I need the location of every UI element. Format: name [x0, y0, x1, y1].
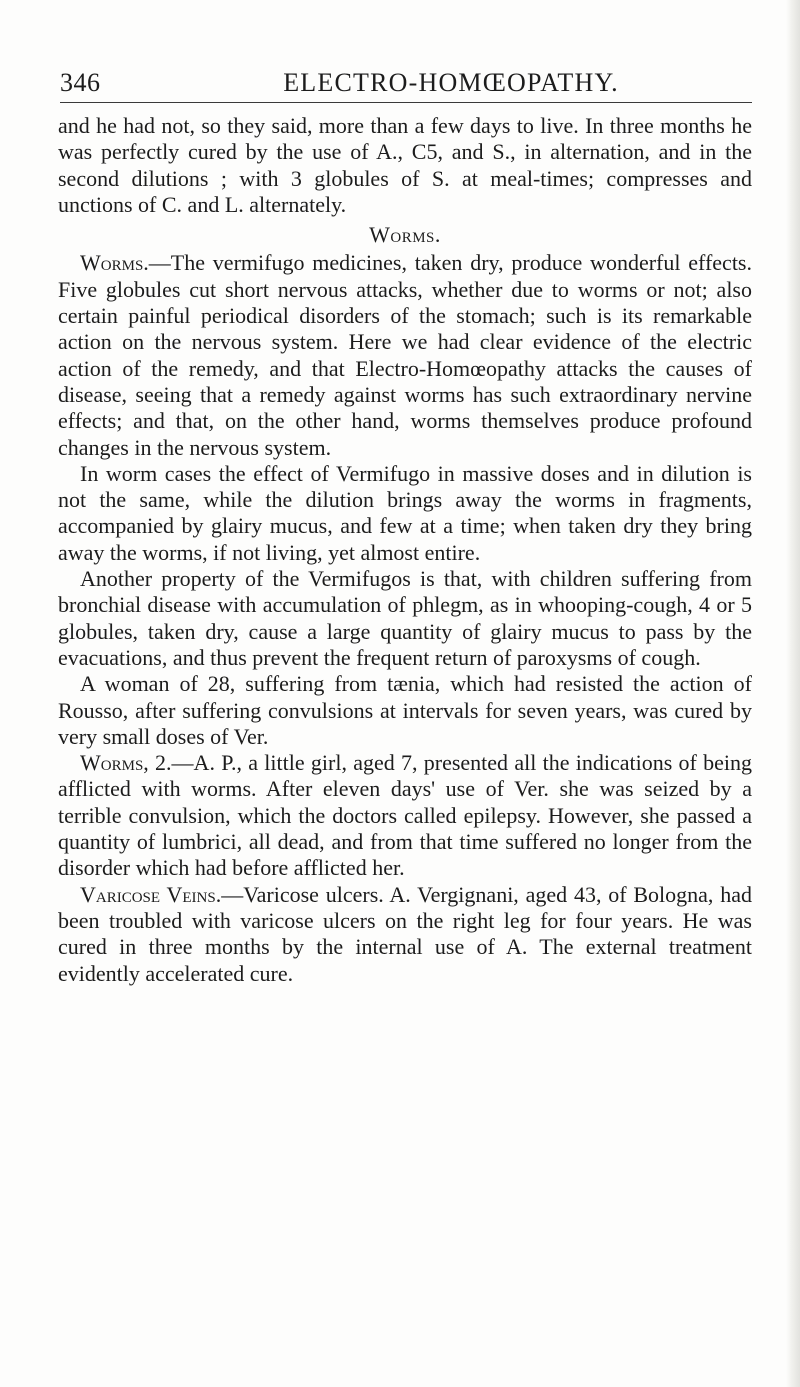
worms-paragraph-5 [58, 750, 752, 881]
running-title: ELECTRO-HOMŒOPATHY. [283, 68, 619, 97]
worms-paragraph-4: A woman of 28, suffering from tænia, which had resisted the action of Rousso, after suffering convulsions at intervals for seven years, was cured by very small doses of Ver. [58, 671, 752, 749]
section-heading-worms: Worms. [369, 222, 441, 248]
paragraph-text: —Varicose ulcers. A. Vergignani, aged 43, of Bologna, had been troubled with varicose ulcers on the right leg for four years. He was cured in three months by the internal use of A. The external treatment evidently accelerated cure. [58, 881, 752, 986]
run-in-heading: Worms. [80, 250, 149, 276]
page-number: 346 [60, 68, 101, 97]
paragraph-text: , 2.—A. P., a little girl, aged 7, presented all the indications of being afflicted with worms. After eleven days' use of Ver. she was seized by a terrible convulsion, which the doctors called epilepsy. However, she passed a quantity of lumbrici, all dead, and from that time suffered no longer from the disorder which had before afflicted her. [58, 750, 752, 881]
paragraph-text: —The vermifugo medicines, taken dry, produce wonderful effects. Five globules cut short nervous attacks, whether due to worms or not; also certain painful periodical disorders of the stomach; such is its remarkable action on the nervous system. Here we had clear evidence of the electric action of the remedy, and that Electro-Homœopathy attacks the causes of disease, seeing that a remedy against worms has such extraordinary nervine effects; and that, on the other hand, worms themselves produce profound changes in the nervous system. [58, 250, 752, 460]
run-in-heading: Worms [80, 750, 144, 776]
worms-paragraph-2: In worm cases the effect of Vermifugo in massive doses and in dilution is not the same, while the dilution brings away the worms in fragments, accompanied by glairy mucus, and few at a time; when taken dry they bring away the worms, if not living, yet almost entire. [58, 460, 752, 565]
body-text [58, 113, 752, 987]
worms-paragraph-3: Another property of the Vermifugos is that, with children suffering from bronchial disease with accumulation of phlegm, as in whooping-cough, 4 or 5 globules, taken dry, cause a large quantity of glairy mucus to pass by the evacuations, and thus prevent the frequent return of paroxysms of cough. [58, 566, 752, 670]
varicose-paragraph [58, 882, 752, 987]
page-header [60, 68, 752, 102]
continuation-paragraph: and he had not, so they said, more than a few days to live. In three months he was perfectly cured by the use of A., C5, and S., in alternation, and in the second dilutions ; with 3 globules of S. at meal-times; compresses and unctions of C. and L. alternately. [58, 113, 752, 217]
run-in-heading: Varicose Veins. [80, 881, 222, 907]
page-edge-shadow [786, 0, 800, 1387]
worms-paragraph-1 [58, 250, 752, 460]
header-rule [60, 102, 752, 103]
